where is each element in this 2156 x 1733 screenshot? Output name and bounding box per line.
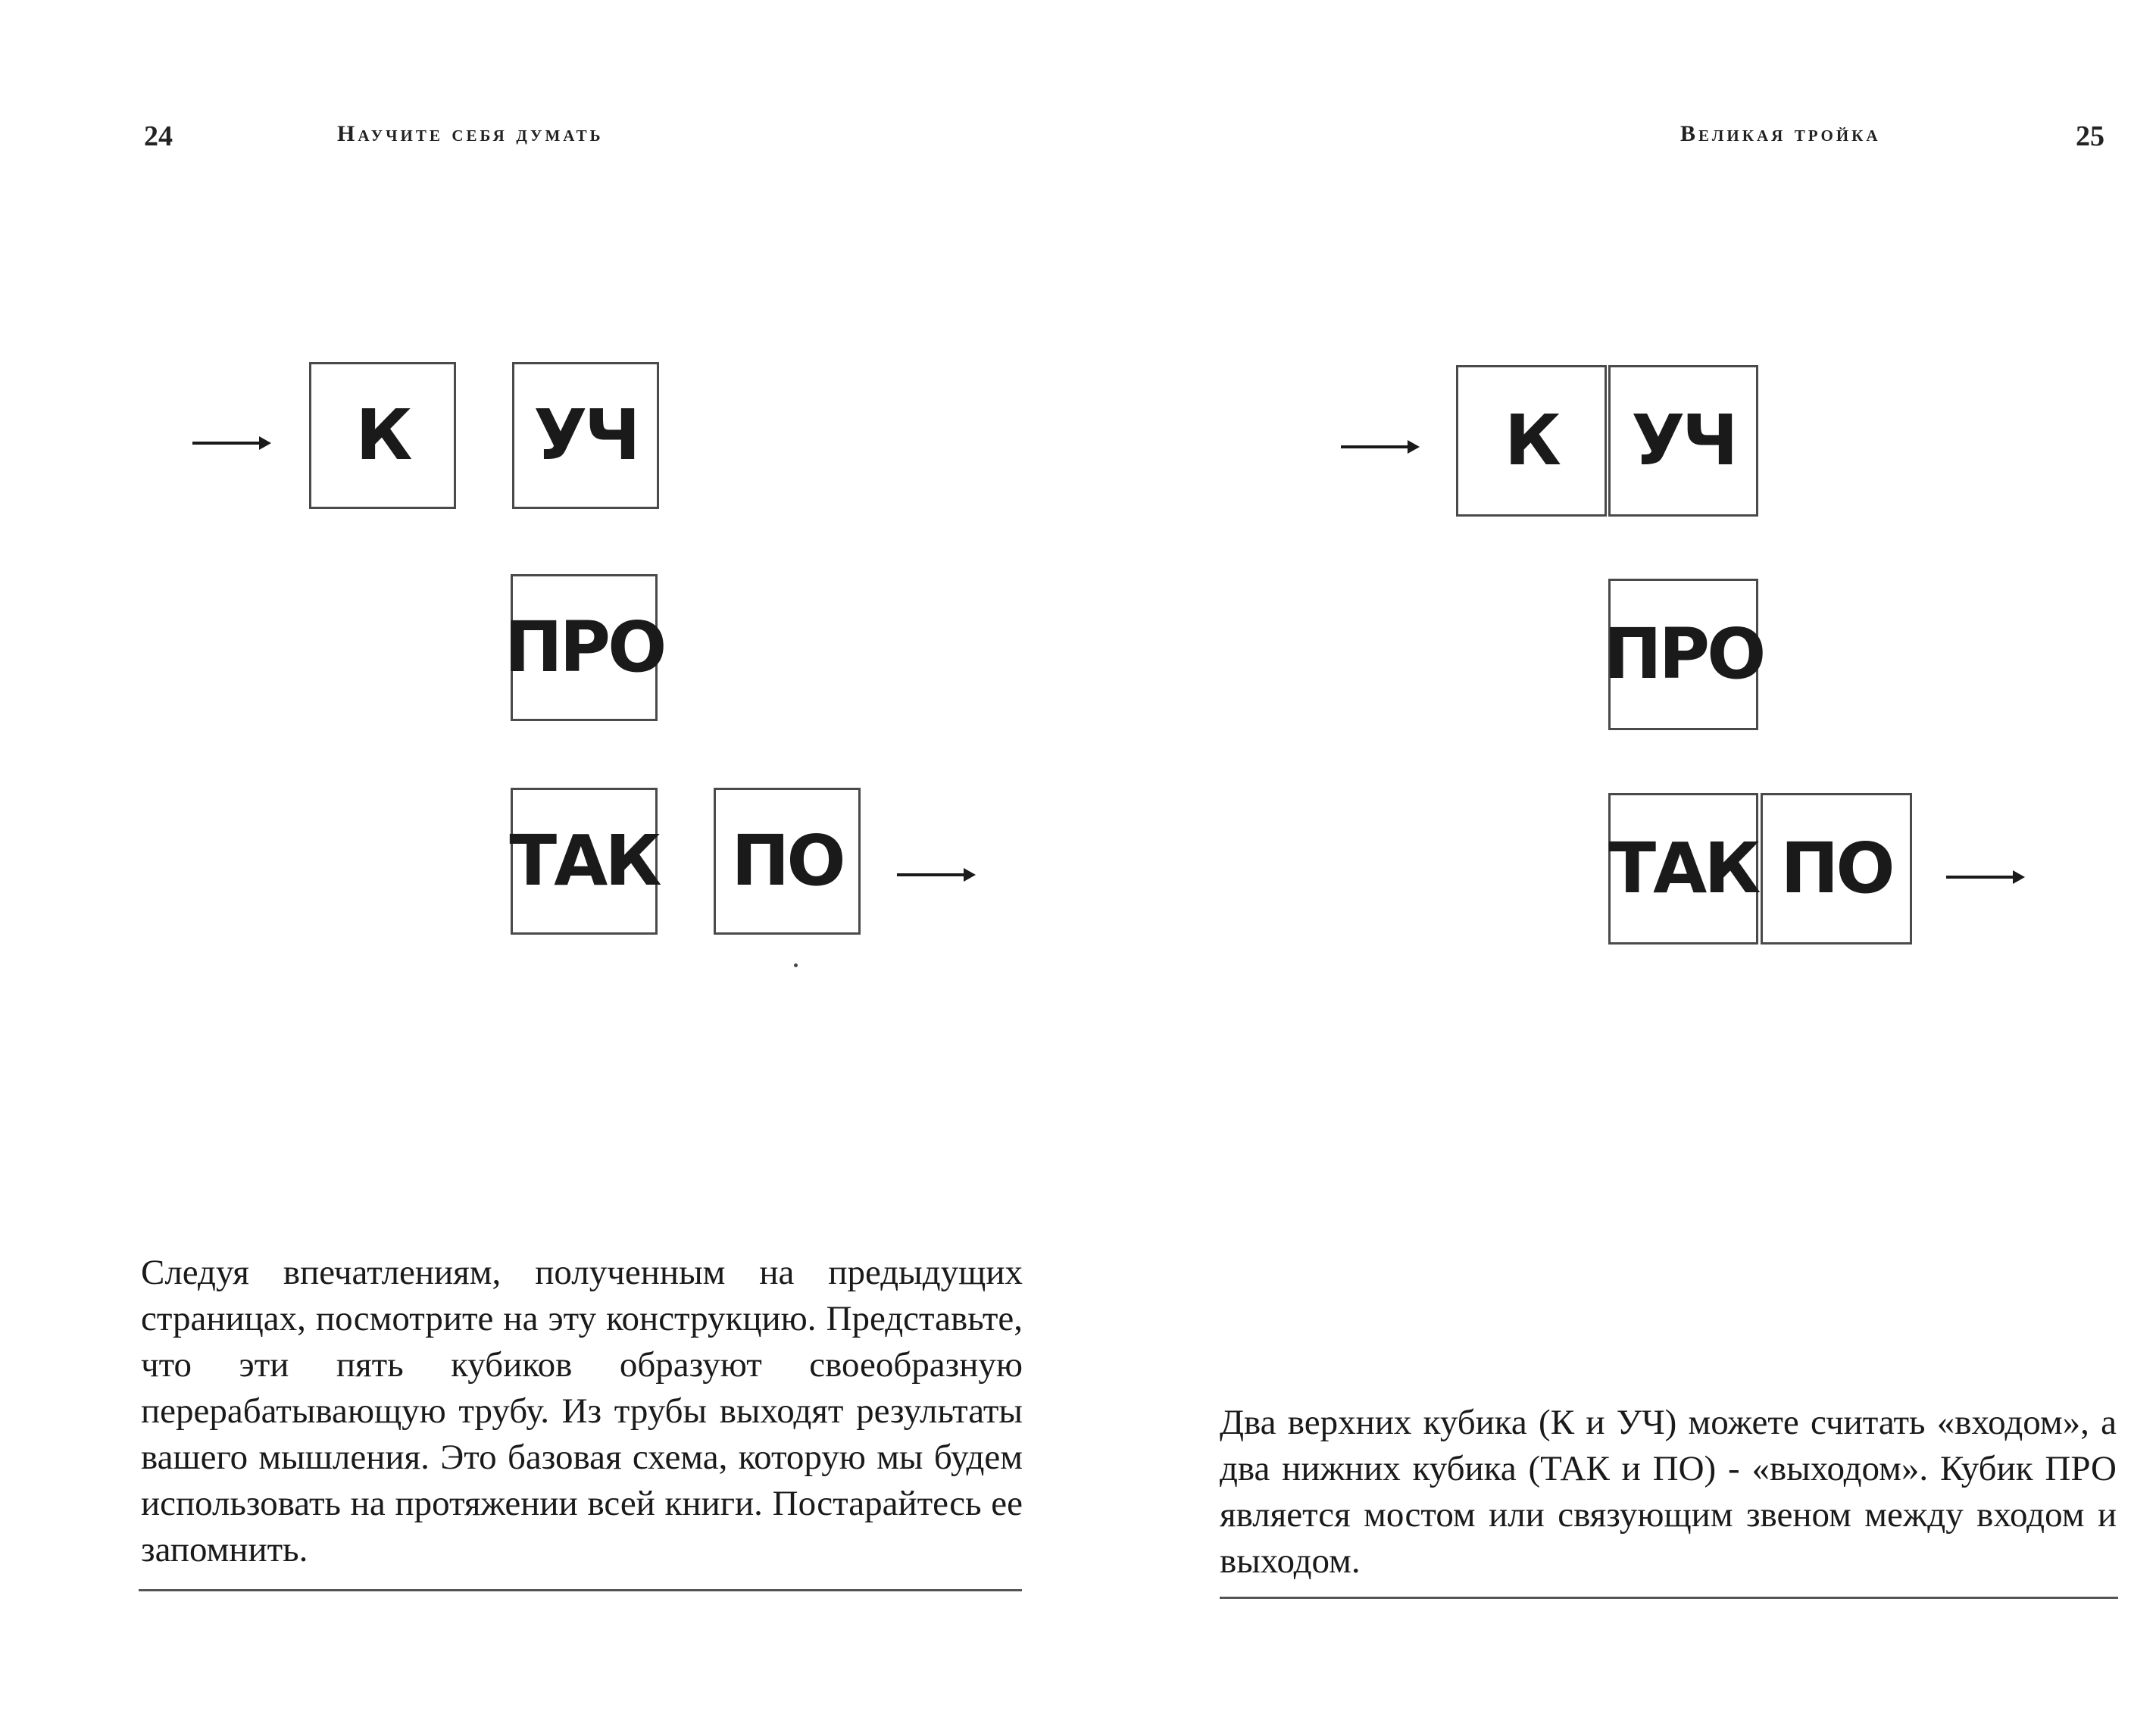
page-number-left: 24 xyxy=(144,120,173,152)
bottom-rule-left xyxy=(139,1589,1022,1591)
cube-k xyxy=(1456,365,1607,517)
cube-pro xyxy=(504,574,664,721)
cube-uch-label: УЧ xyxy=(533,395,638,476)
cube-uch-label: УЧ xyxy=(1631,400,1736,481)
page-number-right: 25 xyxy=(2076,120,2104,152)
cube-pro-label: ПРО xyxy=(504,607,664,688)
cube-pro-label: ПРО xyxy=(1603,614,1764,695)
cube-uch xyxy=(512,362,659,509)
bottom-rule-right xyxy=(1220,1597,2118,1599)
cube-tak-label: ТАК xyxy=(509,820,659,901)
right-page xyxy=(1078,0,2156,1733)
output-arrow-icon xyxy=(897,873,973,876)
cube-k-label: К xyxy=(355,395,410,476)
cube-k xyxy=(309,362,456,509)
cube-tak xyxy=(1608,793,1758,945)
cube-po xyxy=(714,788,861,935)
paragraph-left: Следуя впечатлениям, полученным на предыдущих страницах, посмотрите на эту конструкцию. Представьте, что эти пять кубиков образуют своеобразную перерабатывающую трубу. Из трубы выходят результаты вашего мышления. Это базовая схема, которую мы будем использовать на протяжении всей книги. Постарайтесь ее запомнить. xyxy=(141,1253,1023,1569)
cube-tak xyxy=(511,788,658,935)
cube-uch xyxy=(1608,365,1758,517)
cube-po xyxy=(1761,793,1912,945)
output-arrow-icon xyxy=(1946,876,2022,879)
cube-po-label: ПО xyxy=(1780,828,1892,909)
input-arrow-icon xyxy=(192,442,268,445)
cube-tak-label: ТАК xyxy=(1608,828,1758,909)
print-speck xyxy=(794,963,798,967)
running-head-right: Великая тройка xyxy=(1680,121,1881,146)
cube-k-label: К xyxy=(1504,400,1559,481)
cube-po-label: ПО xyxy=(731,820,843,901)
input-arrow-icon xyxy=(1341,445,1417,448)
cube-pro xyxy=(1603,579,1764,730)
paragraph-right: Два верхних кубика (К и УЧ) можете считать «входом», а два нижних кубика (ТАК и ПО) - «выходом». Кубик ПРО является мостом или связующим звеном между входом и выходом. xyxy=(1220,1403,2117,1581)
running-head-left: Научите себя думать xyxy=(337,121,604,146)
